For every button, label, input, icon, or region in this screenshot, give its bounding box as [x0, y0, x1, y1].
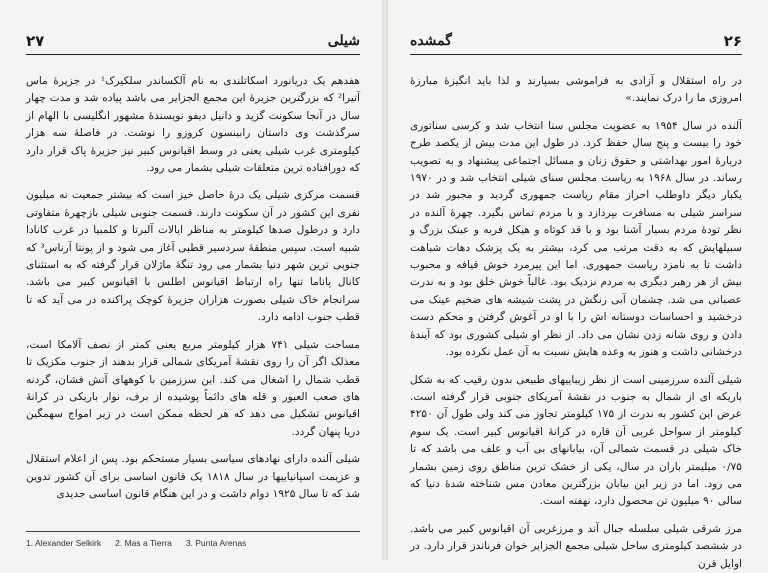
left-running-head	[26, 32, 360, 55]
footnote-2: 2. Mas a Tierra	[115, 538, 172, 548]
right-body-text	[410, 73, 742, 573]
footnote-1: 1. Alexander Selkirk	[26, 538, 102, 548]
left-page-number: ۲۷	[26, 32, 45, 50]
right-paragraph-4: مرز شرقی شیلی سلسله جبال آند و مرزغربی آن اقیانوس کبیر می باشد. در ششصد کیلومتری ساحل شیلی مجمع الجزایر خوان فرناندز قرار دارد. در اوایل قرن	[410, 522, 742, 570]
left-running-title: شیلی	[327, 33, 360, 49]
right-paragraph-3: شیلی آلنده سرزمینی است از نظر زیباییهای طبیعی بدون رقیب که به شکل باریکه ای از شمال به جنوب در نقشهٔ آمریکای جنوبی قرار گرفته است. عرض این کشور به ندرت از ۱۷۵ کیلومتر تجاوز می کند ولی طول آن ۴۲۵۰ کیلومتر از سواحل غربی آن قاره در کرانهٔ اقیانوس کبیر است. یک سوم خاک شیلی در قسمت شمالی آن، بیابانهای بی آب و علف می باشد که تا ۰/۷۵ میلیمتر باران در سال، یکی از خشک ترین مناطق روی زمین بشمار می رود. اما در زیر این بیابان بزرگترین معادن مس شناخته شدهٔ دنیا که سالی ۹۰ میلیون تن محصول دارد، نهفته است.	[410, 373, 742, 508]
left-page	[0, 0, 382, 560]
footnote-3: 3. Punta Arenas	[185, 538, 247, 548]
footnotes	[26, 531, 360, 548]
left-paragraph-2: قسمت مرکزی شیلی یک درهٔ حاصل خیز است که بیشتر جمعیت نه میلیون نفری این کشور در آن سکونت دارند. قسمت جنوبی شیلی بازچهرهٔ متفاوتی دارد و درطول صدها کیلومتر به مناظر ایالات آلبرتا و کلمبیا در غرب کانادا شبیه است. سپس منطقهٔ سردسیر قطبی آغاز می شود و از پونتا آرناس³ که جنوبی ترین شهر دنیا بشمار می رود تنگهٔ ماژلان قرار گرفته که به استثنای کانال پاناما تنها راه ارتباط اقیانوس اطلس با اقیانوس کبیر می باشد. سرانجام خاک شیلی بصورت هزاران جزیرهٔ کوچک پراکنده در می آید که تا قطب جنوب ادامه دارد.	[26, 189, 360, 324]
right-paragraph-2: آلنده در سال ۱۹۵۴ به عضویت مجلس سنا انتخاب شد و کرسی سناتوری خود را بیست و پنج سال حفظ کرد. در طول این مدت بیش از یکصد طرح دربارهٔ امور بهداشتی و حقوق زنان و مسائل اجتماعی پیشنهاد و به تصویب رساند. در سال ۱۹۶۸ به ریاست مجلس سنای شیلی انتخاب شد و در ۱۹۷۰ یکبار دیگر داوطلب احراز مقام ریاست جمهوری گردید و مجبور شد در سراسر شیلی به مسافرت بپردازد و با مردم تماس بگیرد. چهرهٔ آلنده در نظر تودهٔ مردم بسیار آشنا بود و با قد کوتاه و هیکل فربه و عینک بزرگ و سبیلهایش که به دقت مرتب می کرد، بیشتر به یک پزشک دهات شباهت داشت تا به نامزد ریاست جمهوری. اما این پیرمرد خوش قیافه و محبوب بیش از هر رهبر دیگری به مردم نزدیک بود. غالباً خوش خلق بود و به ندرت عصبانی می شد. چشمان آبی رنگش در پشت شیشه های ضخیم عینک می درخشید و احساسات دوستانه اش را با او در آغوش گرفتن و محکم دست دادن و روی شانه زدن نشان می داد. از نظر او شیلی کشوری بود که آیندهٔ درخشانی داشت و هنوز به وعده هایش نسبت به آن عمل نکرده بود.	[410, 119, 743, 359]
left-body-text	[26, 73, 360, 503]
left-paragraph-1: هفدهم یک دریانورد اسکاتلندی به نام آلکساندر سلکیرک¹ در جزیرهٔ ماس آتیرا² که بزرگترین جزیرهٔ این مجمع الجزایر می باشد پیاده شد و مدت چهار سال در آنجا سکونت گزید و دانیل دیفو نویسندهٔ مشهور انگلیسی با الهام از سرگذشت وی داستان رابینسون کروزو را نوشت. در فاصلهٔ سه هزار کیلومتری غرب شیلی یعنی در وسط اقیانوس کبیر نیز جزیرهٔ پاک قرار دارد که دورافتاده ترین متعلقات شیلی بشمار می رود.	[26, 75, 360, 175]
right-page-number: ۲۶	[723, 32, 742, 50]
right-page	[388, 0, 768, 570]
left-paragraph-4: شیلی آلنده دارای نهادهای سیاسی بسیار مستحکم بود. پس از اعلام استقلال و عزیمت اسپانیاییها در سال ۱۸۱۸ یک قانون اساسی برای آن کشور تدوین شد که تا سال ۱۹۲۵ دوام داشت و در این هنگام قانون اساسی جدیدی	[26, 453, 360, 500]
right-running-title: گمشده	[410, 33, 452, 49]
left-paragraph-3: مساحت شیلی ۷۴۱ هزار کیلومتر مربع یعنی کمتر از نصف آلامکا است، معذلک اگر آن را روی نقشهٔ آمریکای شمالی قرار بدهند از جنوب مکزیک تا قطب شمال را اشغال می کند. این سرزمین با کوههای آتش فشان، گردنه های صعب العبور و قله های دائماً پوشیده از برف، نوار باریکی در کرانهٔ اقیانوس تشکیل می دهد که هر لحظه ممکن است در زیر امواج سهمگین دریا پنهان گردد.	[26, 338, 360, 438]
right-paragraph-1: در راه استقلال و آزادی به فراموشی بسپارند و لذا باید انگیزهٔ مبارزهٔ امروزی ما را درک نمایند.»	[410, 75, 742, 105]
right-running-head	[410, 32, 742, 55]
